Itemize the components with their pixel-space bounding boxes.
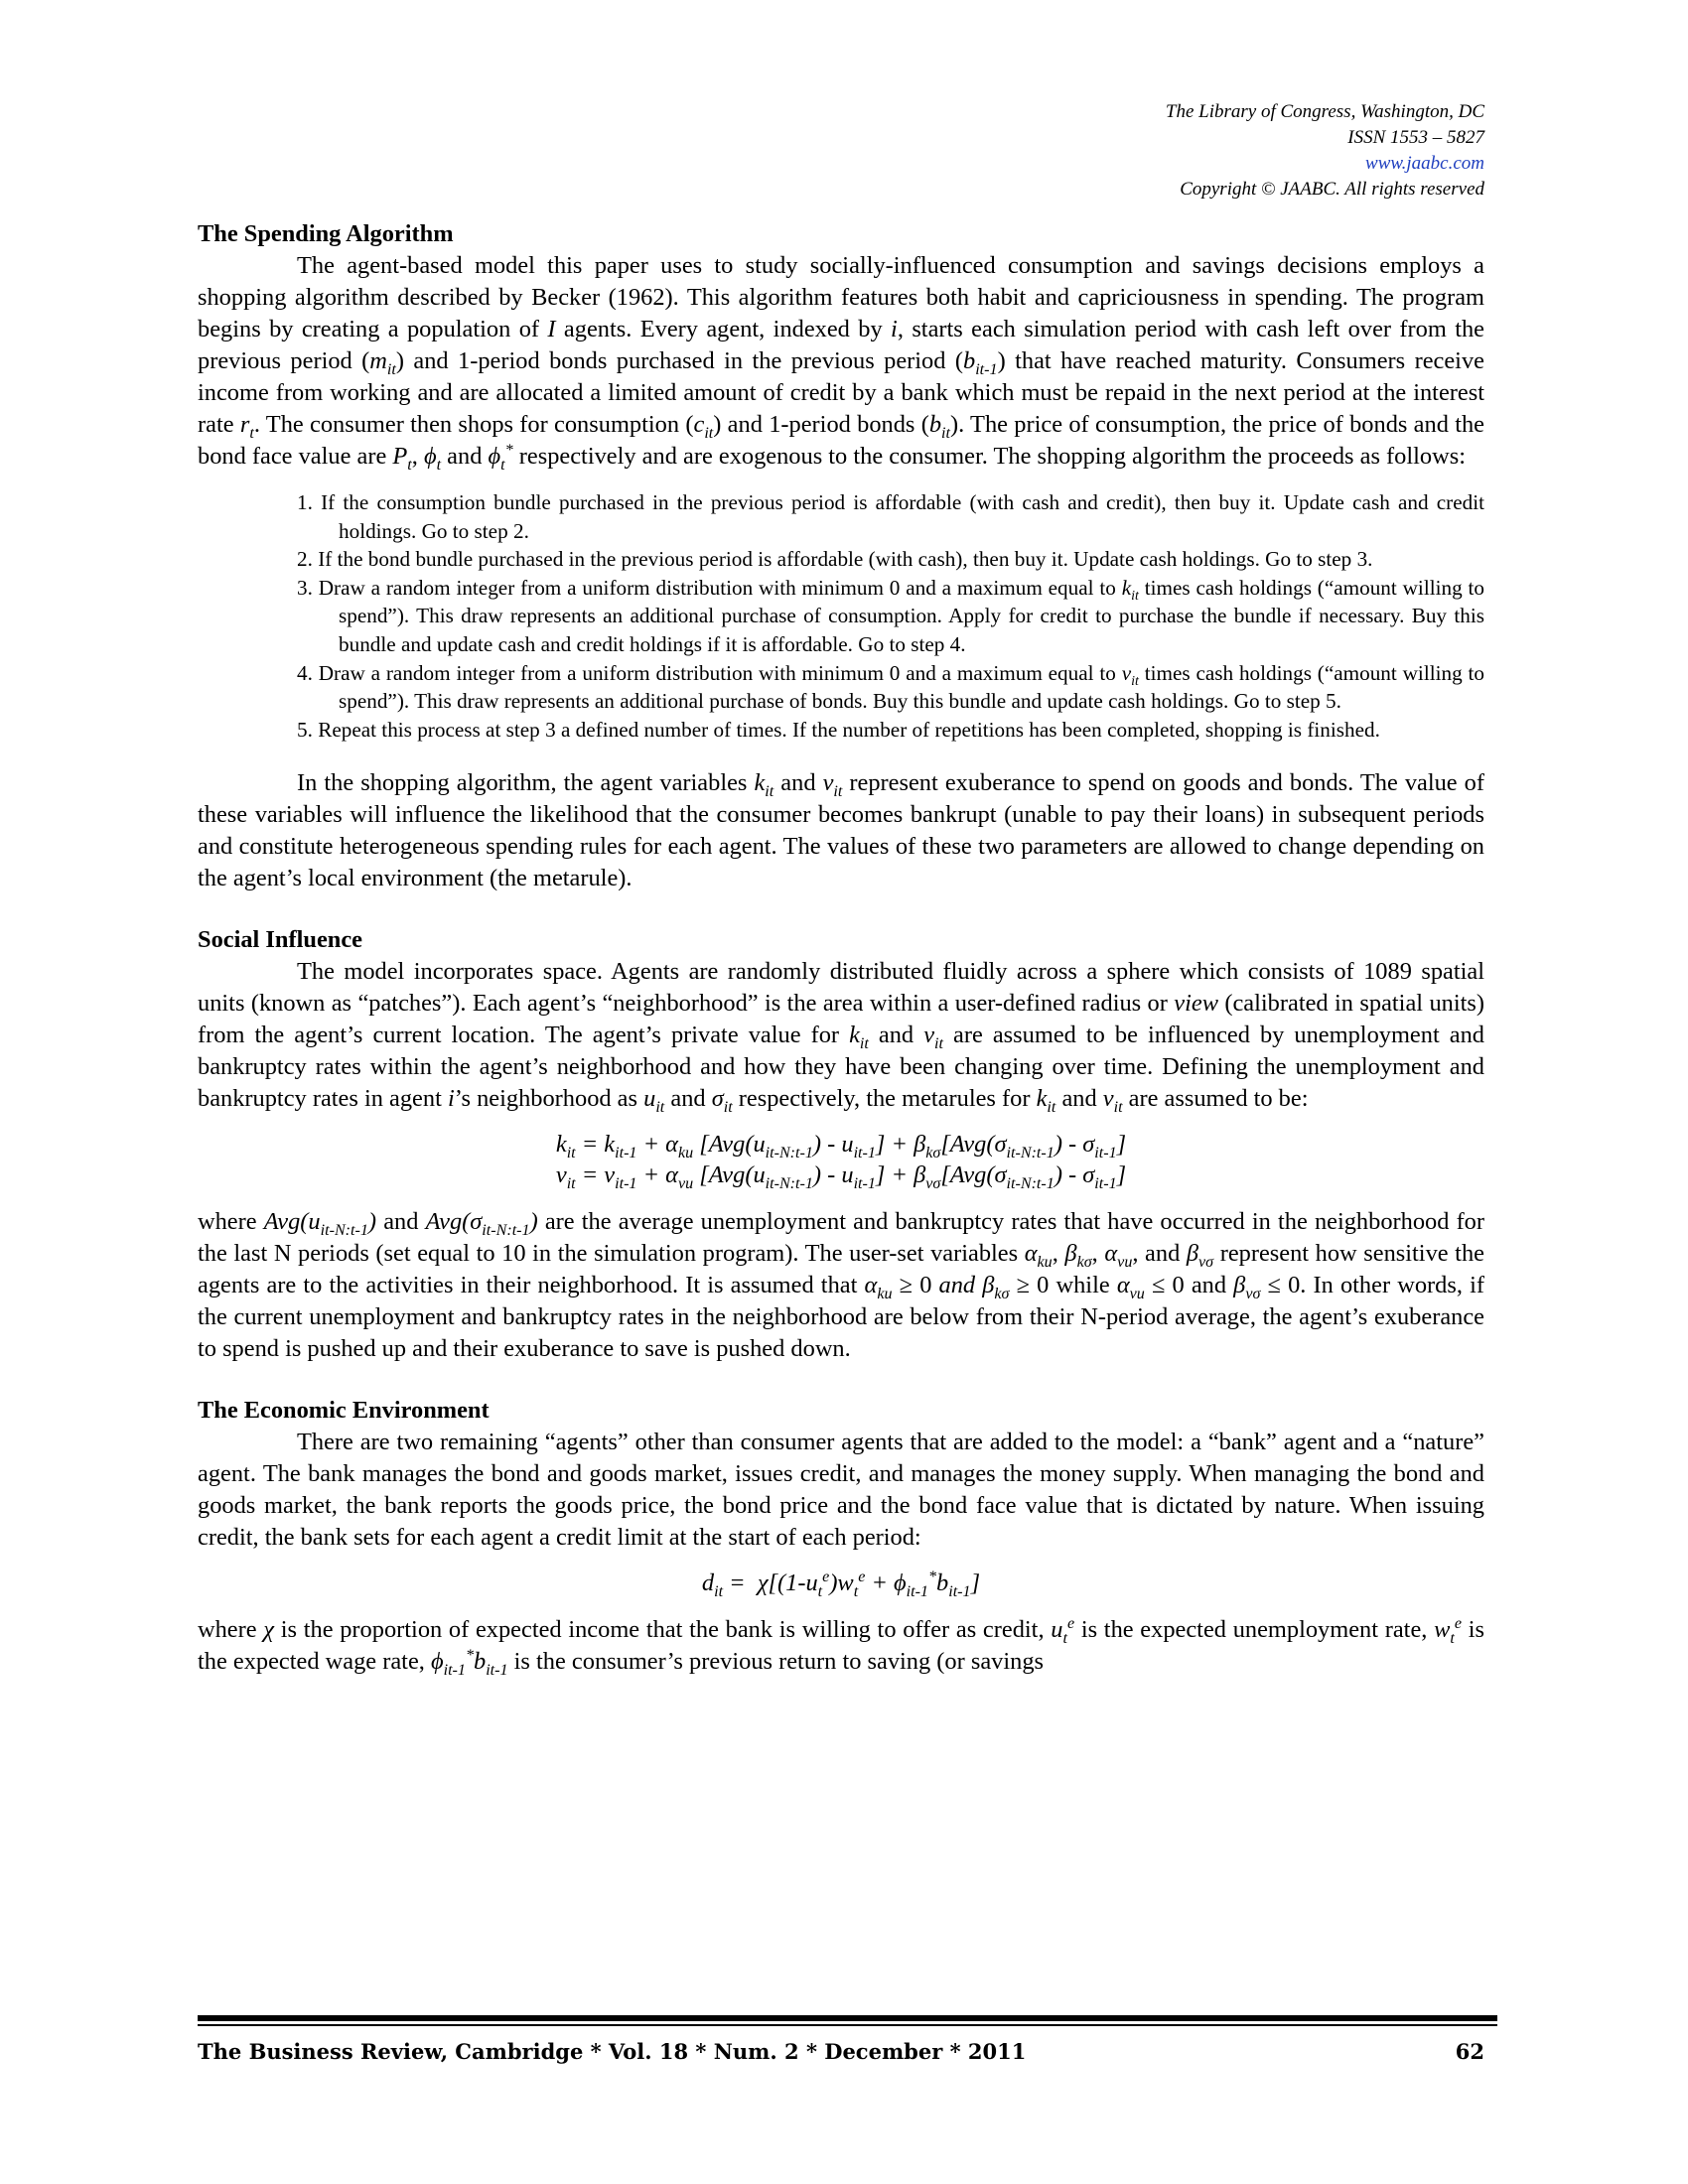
header-library: The Library of Congress, Washington, DC (1165, 101, 1484, 122)
header-copyright: Copyright © JAABC. All rights reserved (1180, 179, 1484, 200)
section-spacer (198, 1365, 1484, 1395)
list-item: 5. Repeat this process at step 3 a defined number of times. If the number of repetitions has been completed, shopping is finished. (297, 717, 1380, 742)
paragraph-social-influence: The model incorporates space. Agents are randomly distributed fluidly across a sphere which consists of 1089 spatial units (known as “patches”). Each agent’s “neighborhood” is the area within a user-defined radius or view (calibrated in spatial units) from the agent’s current location. The agent’s private value for $k_{it}$ and $v_{it}$ are assumed to be influenced by unemployment and bankruptcy rates within the agent’s neighborhood and how they have been changing over time. Defining the unemployment and bankruptcy rates in agent i’s neighborhood as $u_{it}$ and $\sigma_{it}$ respectively, the metarules for $k_{it}$ and $v_{it}$ are assumed to be: (198, 958, 1484, 1117)
equation-v: $v_{it} = v_{it-1} + \alpha_{vu}$ $[Avg(u_{it-N:t-1}) - u_{it-1}] + \beta_{v\sigma}[Avg(\sigma_{it-N:t-1}) - \sigma_{it-1}]$ (555, 1161, 1127, 1193)
equation-d: $d_{it} = \chi[(1-u_t^e)w_t^e + \phi_{it-1}^*b_{it-1}]$ (701, 1569, 981, 1601)
paragraph-economic-environment: There are two remaining “agents” other than consumer agents that are added to the model: a “bank” agent and a “nature” agent. The bank manages the bond and goods market, issues credit, and manages the money supply. When managing the bond and goods market, the bank reports the goods price, the bond price and the bond face value that is dictated by nature. When issuing credit, the bank sets for each agent a credit limit at the start of each period: (198, 1429, 1484, 1552)
paragraph-exuberance: In the shopping algorithm, the agent variables $k_{it}$ and $v_{it}$ represent exuberance to spend on goods and bonds. The value of these variables will influence the likelihood that the consumer becomes bankrupt (unable to pay their loans) in subsequent periods and constitute heterogeneous spending rules for each agent. The values of these two parameters are allowed to change depending on the agent’s local environment (the metarule). (198, 769, 1484, 892)
paragraph-credit-explanation: where χ is the proportion of expected income that the bank is willing to offer as credit, $u_t^e$ is the expected unemployment rate, $w_t^e$ is the expected wage rate, $\phi_{it-1}^*b_{it-1}$ is the consumer’s previous return to saving (or savings (198, 1615, 1484, 1680)
section-heading-social: Social Influence (198, 926, 362, 954)
paragraph-metarule-explanation: where $Avg(u_{it-N:t-1})$ and $Avg(\sigma_{it-N:t-1})$ are the average unemployment and bankruptcy rates that have occurred in the neighborhood for the last N periods (set equal to 10 in the simulation program). The user-set variables $\alpha_{ku}$, $\beta_{k\sigma}$, $\alpha_{vu}$, and $\beta_{v\sigma}$ represent how sensitive the agents are to the activities in their neighborhood. It is assumed that $\alpha_{ku} \ge 0$ and $\beta_{k\sigma} \ge 0$ while $\alpha_{vu} \le 0$ and $\beta_{v\sigma} \le 0$. In other words, if the current unemployment and bankruptcy rates in the neighborhood are below from their N-period average, the agent’s exuberance to spend is pushed up and their exuberance to save is pushed down. (198, 1208, 1485, 1363)
footer-divider-thick (198, 2015, 1497, 2021)
header-issn: ISSN 1553 – 5827 (1347, 127, 1484, 148)
header-website-link[interactable]: www.jaabc.com (1365, 153, 1484, 174)
footer-divider-thin (198, 2024, 1497, 2026)
section-spacer (198, 894, 1484, 924)
list-item: 4. Draw a random integer from a uniform distribution with minimum 0 and a maximum equal to $v_{it}$ times cash holdings (“amount willing to spend”). This draw represents an additional purchase of bonds. Buy this bundle and update cash holdings. Go to step 5. (297, 660, 1484, 714)
credit-limit-equation (198, 1568, 1484, 1601)
article-body (198, 218, 1484, 1678)
page-number: 62 (1455, 2039, 1484, 2064)
paragraph-spending-intro: The agent-based model this paper uses to study socially-influenced consumption and savings decisions employs a shopping algorithm described by Becker (1962). This algorithm features both habit and capriciousness in spending. The program begins by creating a population of I agents. Every agent, indexed by i, starts each simulation period with cash left over from the previous period $(m_{it})$ and 1-period bonds purchased in the previous period $(b_{it-1})$ that have reached maturity. Consumers receive income from working and are allocated a limited amount of credit by a bank which must be repaid in the next period at the interest rate $r_t$. The consumer then shops for consumption $(c_{it})$ and 1-period bonds $(b_{it})$. The price of consumption, the price of bonds and the bond face value are $P_t$, $\phi_t$ and $\phi_t^*$ respectively and are exogenous to the consumer. The shopping algorithm the proceeds as follows: (198, 252, 1485, 474)
list-item: 3. Draw a random integer from a uniform distribution with minimum 0 and a maximum equal to $k_{it}$ times cash holdings (“amount willing to spend”). This draw represents an additional purchase of consumption. Apply for credit to purchase the bundle if necessary. Buy this bundle and update cash and credit holdings if it is affordable. Go to step 4. (297, 575, 1484, 656)
metarule-equations (198, 1129, 1484, 1193)
section-heading-spending: The Spending Algorithm (198, 220, 454, 247)
page-header (789, 99, 1484, 203)
page-footer (198, 2037, 1484, 2067)
list-item: 1. If the consumption bundle purchased in the previous period is affordable (with cash and credit), then buy it. Update cash and credit holdings. Go to step 2. (297, 490, 1484, 543)
footer-journal-citation: The Business Review, Cambridge * Vol. 18 * Num. 2 * December * 2011 (198, 2039, 1027, 2064)
equation-k: $k_{it} = k_{it-1} + \alpha_{ku}$ $[Avg(u_{it-N:t-1}) - u_{it-1}] + \beta_{k\sigma}[Avg(\sigma_{it-N:t-1}) - \sigma_{it-1}]$ (555, 1131, 1127, 1162)
list-item: 2. If the bond bundle purchased in the previous period is affordable (with cash), then buy it. Update cash holdings. Go to step 3. (297, 547, 1373, 572)
section-heading-economic: The Economic Environment (198, 1397, 490, 1425)
shopping-algorithm-steps (198, 488, 1484, 744)
